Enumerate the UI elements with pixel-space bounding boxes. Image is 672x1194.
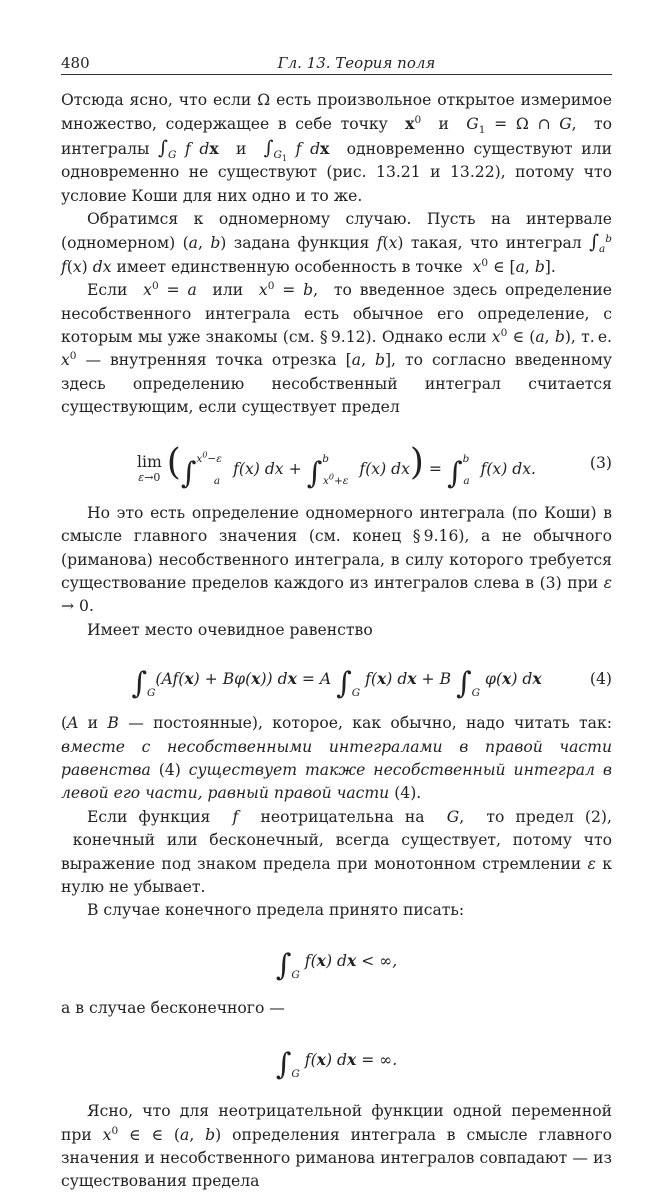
equation-3-number: (3) — [589, 453, 612, 472]
paragraph-5: Имеет место очевидное равенство — [87, 620, 373, 639]
paragraph-7: Если функция f неотрицательна на G, то предел (2), конечный или бесконечный, всегда существует, потому что выражение под знаком предела при монотонном стремлении ε к нулю не убывает. — [61, 807, 613, 896]
paragraph-2: Обратимся к одномерному случаю. Пусть на интервале (одномерном) (a, b) задана функция f(x) такая, что интеграл $\int_a^b$ f(x) dx имеет единственную особенность в точке $x^0$ ∈ [a, b]. — [61, 210, 613, 276]
paragraph-10: Ясно, что для неотрицательной функции одной переменной при $x^0$ ∈ ∈ (a, b) определения интеграла в смысле главного значения и несобственного риманова интегралов совпадают — из существования предела — [61, 1102, 612, 1191]
paragraph-8: В случае конечного предела принято писать: — [87, 901, 465, 920]
equation-finite: $\int_G$ f(x) dx < ∞, — [275, 947, 398, 983]
equation-4-number: (4) — [589, 670, 612, 689]
equation-4: $\int_G(Af(x) + B\varphi(x))$ dx = A $\int_G$ f(x) dx + B $\int_G$ φ(x) dx (4) — [61, 656, 612, 702]
running-header — [61, 52, 612, 75]
page-number: 480 — [61, 54, 90, 72]
paragraph-4: Но это есть определение одномерного интеграла (по Коши) в смысле главного значения (см. конец § 9.16), а не обычного (риманова) несобственного интеграла, в силу которого требуется существование пределов каждого из интегралов слева в (3) при ε → 0. — [61, 503, 612, 616]
paragraph-9: а в случае бесконечного — — [61, 998, 285, 1017]
paragraph-3: Если $x^0 = a$ или $x^0 = b$, то введенное здесь определение несобственного интеграла есть обычное его определение, с которым мы уже знакомы (см. § 9.12). Однако если $x^0$ ∈ (a, b), т. е. $x^0$ — внутренняя точка отрезка [a, b], то согласно введенному здесь определению несобственный интеграл считается существующим, если существует предел — [61, 280, 613, 417]
equation-3: lim ε→0 (∫$^{x^0-\varepsilon}_a$ f(x) dx + ∫$^b_{x^0+\varepsilon}$ f(x) dx) = ∫$^b_a$ f(x) dx. (3) — [61, 438, 612, 488]
running-title: Гл. 13. Теория поля — [277, 54, 436, 72]
equation-infinite: $\int_G$ f(x) dx = ∞. — [275, 1047, 398, 1083]
paragraph-1: Отсюда ясно, что если Ω есть произвольное открытое измеримое множество, содержащее в себе точку $x^0$ и $G_1 = \Omega$ ∩ G, то интегралы $\int_G$ f dx и $\int_{G_1}$ f dx одновременно существуют или одновременно не существуют (рис. 13.21 и 13.22), потому что условие Коши для них одно и то же. — [61, 91, 612, 205]
paragraph-6: (A и B — постоянные), которое, как обычно, надо читать так: вместе с несобственными интегралами в правой части равенства (4) существует также несобственный интеграл в левой его части, равный правой части (4). — [61, 714, 612, 803]
